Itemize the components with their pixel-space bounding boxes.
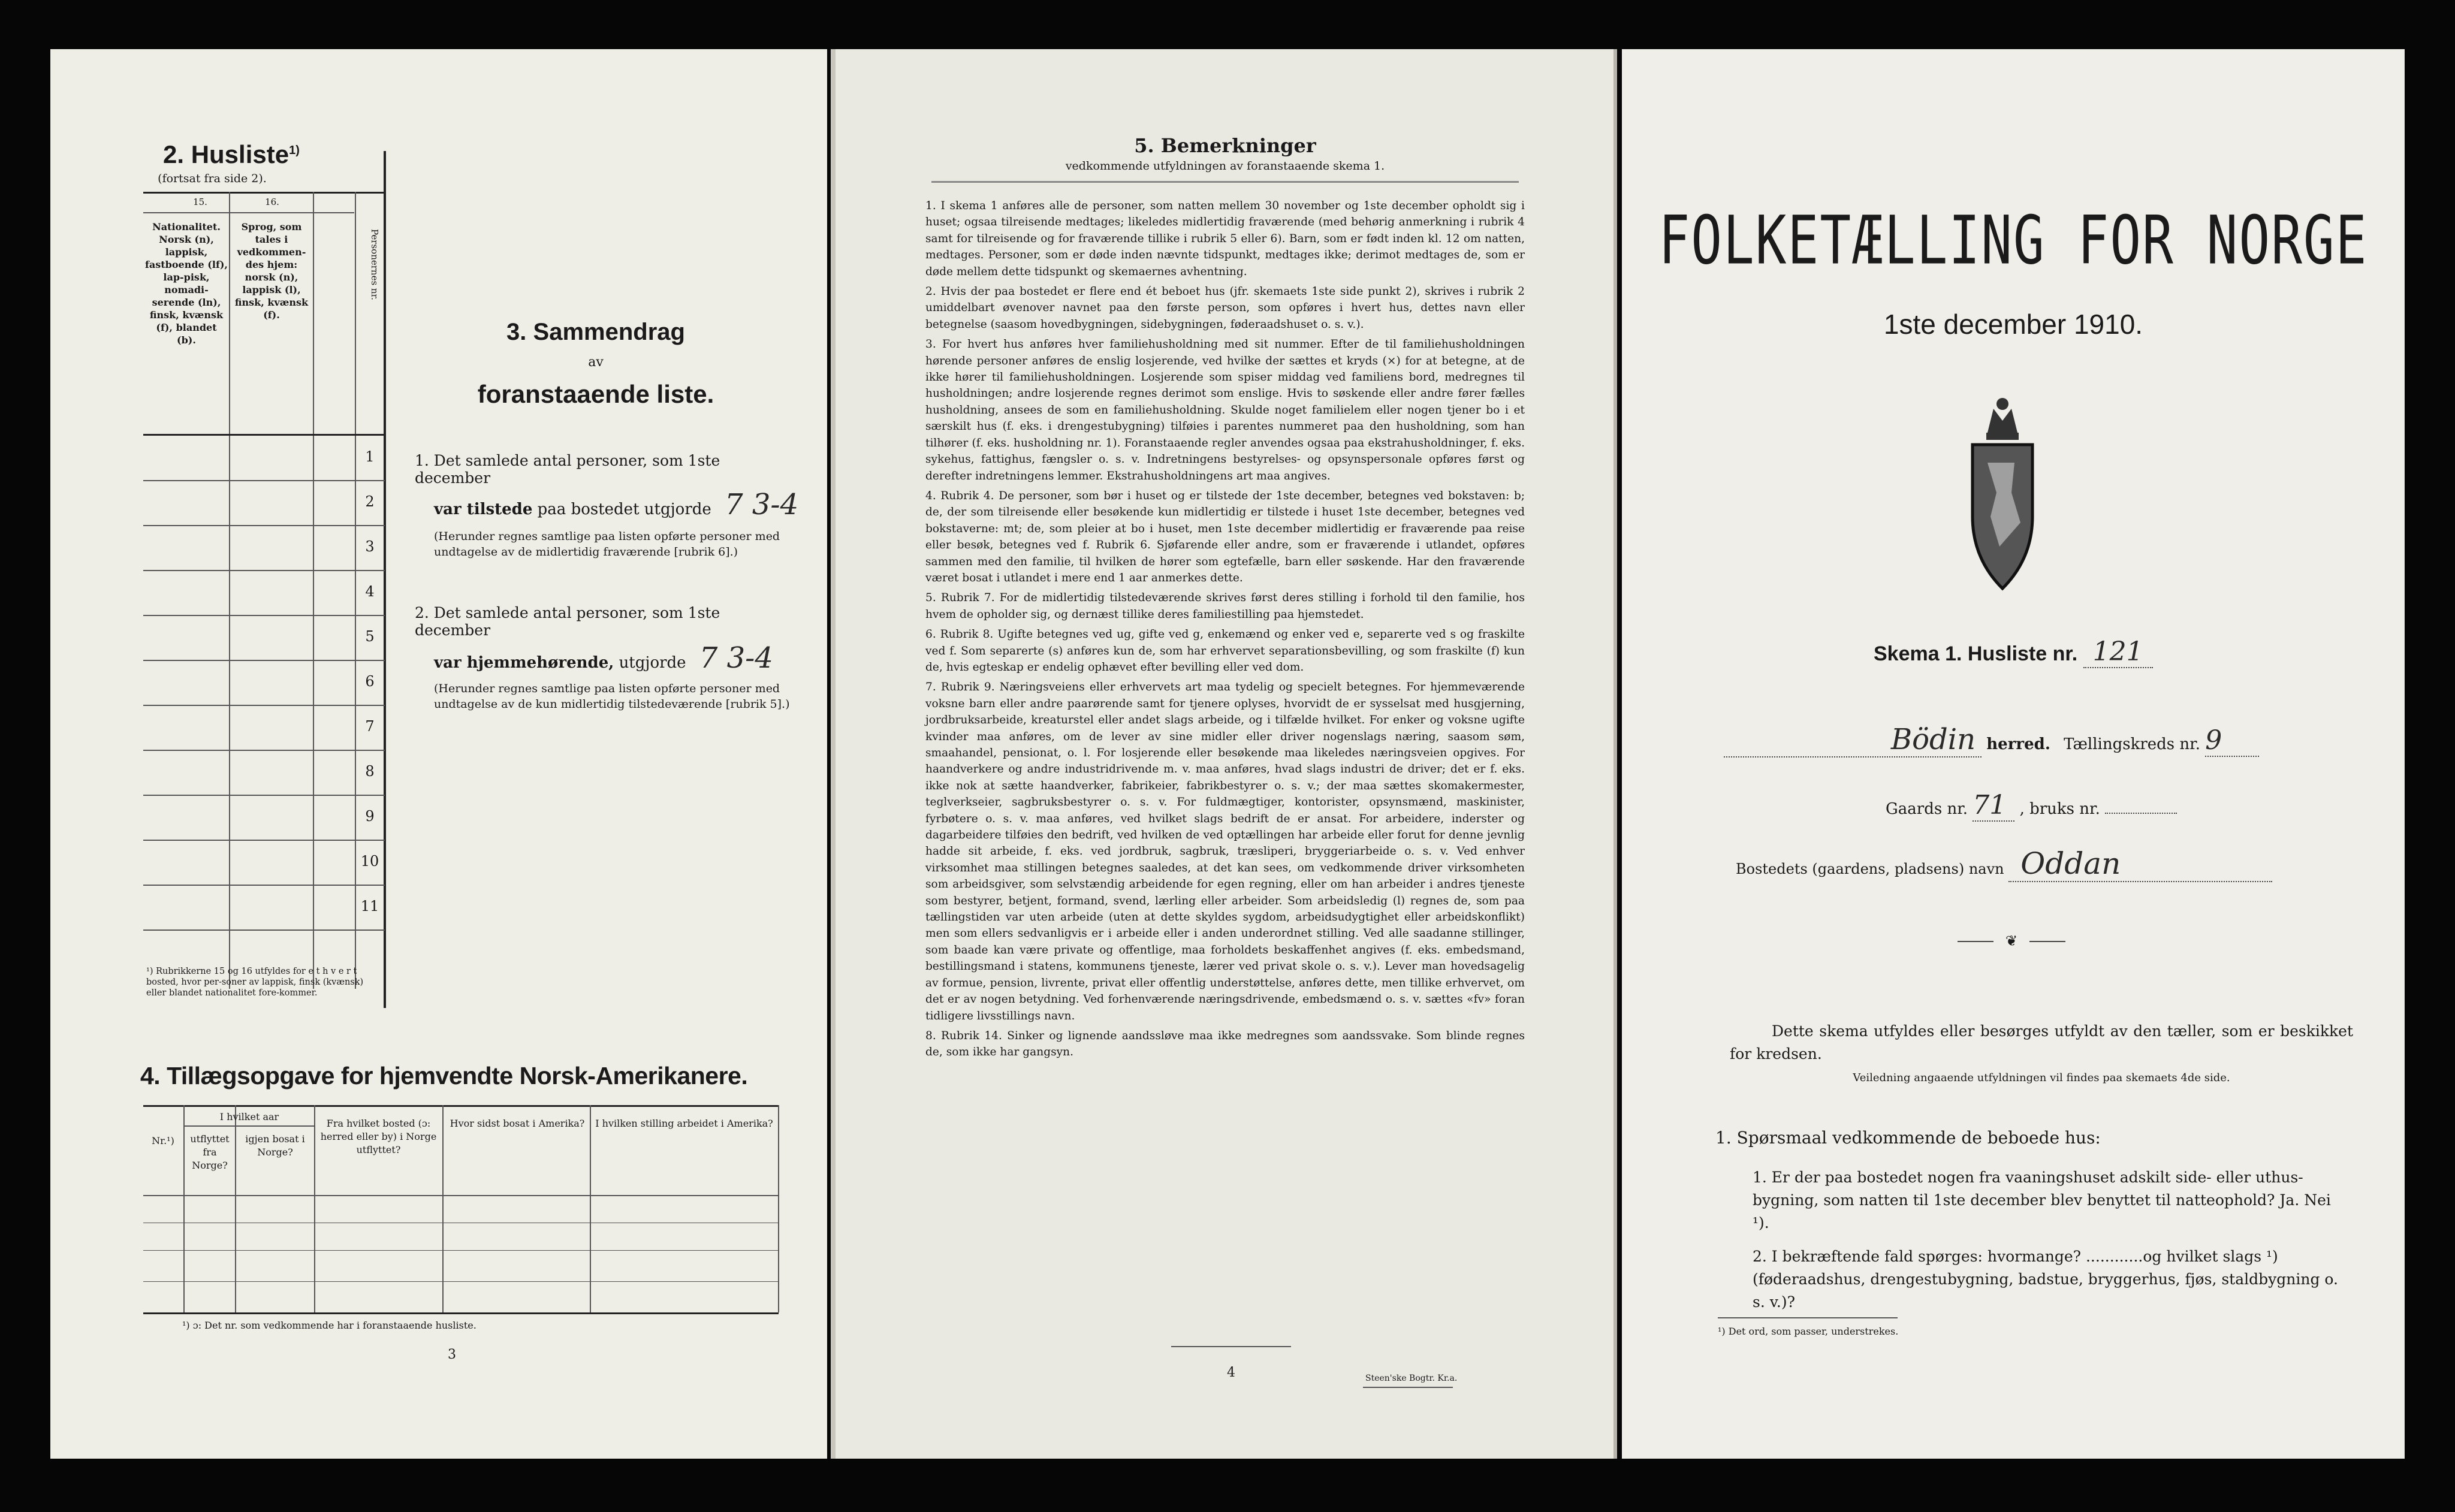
col15-header: Nationalitet. Norsk (n), lappisk, fastboende (lf), lap-pisk, nomadi-serende (ln), finsk, kvænsk (f), blandet (b). xyxy=(145,221,228,346)
col-hvilket-aar: I hvilket aar xyxy=(219,1111,279,1122)
herred-value: Bödin xyxy=(1724,723,1982,757)
row-number: 5 xyxy=(365,628,375,645)
row-number: 6 xyxy=(365,673,375,690)
title-rule xyxy=(931,181,1519,183)
row-rule xyxy=(143,570,385,571)
item2-utgjorde: utgjorde xyxy=(619,654,686,672)
col-fra-bosted: Fra hvilket bosted (ɔ: herred eller by) i Norge utflyttet? xyxy=(320,1118,437,1155)
row-rule xyxy=(143,795,385,796)
kreds-label: Tællingskreds nr. xyxy=(2064,735,2200,753)
col-igjen: igjen bosat i Norge? xyxy=(245,1133,305,1158)
item1-note: (Herunder regnes samtlige paa listen opførte personer med undtagelse av de midlertidig fraværende [rubrik 6].) xyxy=(434,530,780,559)
page-number: 4 xyxy=(1227,1365,1235,1380)
item1-text: 1. Det samlede antal personer, som 1ste december xyxy=(415,452,720,487)
tillaeg-title: 4. Tillægsopgave for hjemvendte Norsk-Amerikanere. xyxy=(140,1062,748,1090)
row-number: 7 xyxy=(365,718,375,735)
gaards-label: Gaards nr. xyxy=(1886,800,1968,818)
page-number: 3 xyxy=(448,1347,456,1362)
remark-item: 6. Rubrik 8. Ugifte betegnes ved ug, gifte ved g, enkemænd og enker ved e, separerte ved s og fraskilte ved f. Som separerte (s) anføres kun de, som har erhvervet separationsbevilling, og som fraskilte (f) kun de, hvis egteskap er endelig ophævet efter bevilling eller ved dom. xyxy=(925,628,1525,674)
sammendrag-title: 3. Sammendrag xyxy=(506,319,685,345)
item1-value: 7 3-4 xyxy=(725,488,799,521)
coat-of-arms-icon xyxy=(1964,385,2041,600)
husliste-subtitle: (fortsat fra side 2). xyxy=(158,172,267,185)
row-rule xyxy=(143,705,385,706)
husliste-nr-value: 121 xyxy=(2083,636,2153,668)
row-number: 1 xyxy=(365,448,375,465)
item2-value: 7 3-4 xyxy=(699,641,773,675)
row-number: 11 xyxy=(360,898,379,915)
item1-utgjorde: paa bostedet utgjorde xyxy=(537,500,711,518)
bosted-label: Bostedets (gaardens, pladsens) navn xyxy=(1736,861,2004,877)
husliste-title: 2. Husliste$^{1)}$ xyxy=(163,140,300,168)
gaards-value: 71 xyxy=(1973,790,2014,822)
left-page xyxy=(50,49,827,1459)
row-number: 10 xyxy=(360,853,379,870)
col-divider xyxy=(313,192,314,989)
bosted-value: Oddan xyxy=(2008,846,2272,882)
row-rule xyxy=(143,525,385,526)
bemerkninger-subtitle: vedkommende utfyldningen av foranstaaende skema 1. xyxy=(1065,159,1385,173)
row-number: 3 xyxy=(365,538,375,555)
remark-item: 3. For hvert hus anføres hver familiehusholdning med sit nummer. Efter de til familiehusholdningen hørende personer anføres de enslig losjerende, ved hvilke der sættes et kryds (×) for at betegne, at de ikke hører til familiehusholdningen. Losjerende som spiser middag ved familiens bord, medregnes til husholdningen; andre losjerende regnes derimot som enslige. Hvis to søskende eller andre fører fælles husholdning, ansees de som en familiehusholdning. Skulde noget familielem eller nogen tjener bo i et særskilt hus (f. eks. i drengestubygning) tilføies i parentes nummeret paa den husholdning, som han tilhører (f. eks. husholdning nr. 1). Foranstaaende regler anvendes ogsaa paa ekstrahusholdninger, f. eks. sykehus, fattighus, fængsler o. s. v. Indretningens bestyrelses- og opsynspersonale opføres først og derefter indretningens lemmer. Ekstrahusholdningens art maa angives. xyxy=(925,338,1525,482)
col16-number: 16. xyxy=(265,197,279,207)
skema-label: Skema 1. Husliste nr. xyxy=(1874,642,2078,665)
row-rule xyxy=(143,929,385,931)
row-number: 2 xyxy=(365,493,375,510)
tillaeg-footnote: ¹) ɔ: Det nr. som vedkommende har i foranstaaende husliste. xyxy=(182,1320,476,1331)
item2-text: 2. Det samlede antal personer, som 1ste december xyxy=(415,604,720,639)
row-rule xyxy=(143,840,385,841)
table-right-rule xyxy=(384,151,386,1008)
col-sidst-bosat: Hvor sidst bosat i Amerika? xyxy=(450,1118,585,1129)
end-rule xyxy=(1171,1346,1291,1347)
row-rule xyxy=(143,660,385,661)
row-number: 8 xyxy=(365,763,375,780)
rule xyxy=(143,212,354,213)
printer-imprint: Steen'ske Bogtr. Kr.a. xyxy=(1365,1374,1458,1383)
remark-item: 2. Hvis der paa bostedet er flere end ét beboet hus (jfr. skemaets 1ste side punkt 2), skrives i rubrik 2 umiddelbart øvenover navnet paa den første person, som opføres i hvert hus, dettes navn eller betegnelse (saasom hovedbygningen, sidebygningen, føderaadshuset o. s. v.). xyxy=(925,285,1525,331)
item2-hjemmehorende: var hjemmehørende, xyxy=(434,654,614,672)
remark-item: 8. Rubrik 14. Sinker og lignende aandssløve maa ikke medregnes som aandssvake. Som blinde regnes de, som ikke har gangsyn. xyxy=(925,1029,1525,1059)
header-rule xyxy=(143,434,385,436)
instruction-text: Dette skema utfyldes eller besørges utfyldt av den tæller, som er beskikket for kredsen. xyxy=(1730,1022,2353,1063)
footnote: ¹) Det ord, som passer, understrekes. xyxy=(1718,1326,1899,1337)
middle-page xyxy=(831,49,1617,1459)
row-rule xyxy=(143,885,385,886)
col-divider xyxy=(355,192,356,989)
sammendrag-subtitle: foranstaaende liste. xyxy=(477,380,714,408)
question-header: 1. Spørsmaal vedkommende de beboede hus: xyxy=(1715,1128,2101,1148)
row-rule xyxy=(143,615,385,616)
right-page xyxy=(1622,49,2405,1459)
instruction-note: Veiledning angaaende utfyldningen vil findes paa skemaets 4de side. xyxy=(1853,1072,2230,1084)
row-rule xyxy=(143,480,385,481)
remark-item: 1. I skema 1 anføres alle de personer, som natten mellem 30 november og 1ste december opholdt sig i huset; ogsaa tilreisende medtages; likeledes midlertidig fraværende (med behørig anmerkning i rubrik 4 samt for tilreisende og for fraværende tillike i rubrik 5 eller 6). Barn, som er født inden kl. 12 om natten, medtages. Personer, som er døde inden nævnte tidspunkt, medtages ikke; derimot medtages de, som er døde mellem dette tidspunkt og skemaernes avhentning. xyxy=(925,200,1525,278)
bemerkninger-list xyxy=(925,198,1525,1064)
question-1: 1. Er der paa bostedet nogen fra vaaningshuset adskilt side- eller uthus-bygning, som natten til 1ste december blev benyttet til natteophold? Ja. Nei ¹). xyxy=(1753,1169,2331,1232)
sammendrag-av: av xyxy=(588,355,604,370)
row-number: 9 xyxy=(365,808,375,825)
col15-number: 15. xyxy=(193,197,207,207)
table-top-rule xyxy=(143,192,386,194)
tillaeg-bottom-rule xyxy=(143,1312,779,1314)
col16-header: Sprog, som tales i vedkommen-des hjem: norsk (n), lappisk (l), finsk, kvænsk (f). xyxy=(234,221,309,321)
col-stilling: I hvilken stilling arbeidet i Amerika? xyxy=(595,1118,773,1129)
remark-item: 4. Rubrik 4. De personer, som bør i huset og er tilstede der 1ste december, betegnes ved bokstaven: b; de, der som tilreisende eller besøkende kun midlertidig er tilstede i huset 1ste december, betegnes ved bokstaverne: mt; de, som pleier at bo i huset, men 1ste december midlertidig er fraværende paa reise eller besøk, betegnes ved f. Rubrik 6. Sjøfarende eller andre, som er fraværende i utlandet, opføres sammen med den familie, til hvilken de hører som egtefælle, barn eller søskende. Har den fraværende været bosat i utlandet i mere end 1 aar anmerkes dette. xyxy=(925,489,1525,584)
herred-label: herred. xyxy=(1986,735,2050,753)
tillaeg-top-rule xyxy=(143,1105,779,1107)
item2-note: (Herunder regnes samtlige paa listen opførte personer med undtagelse av de kun midlertidig tilstedeværende [rubrik 5].) xyxy=(434,682,790,711)
remark-item: 5. Rubrik 7. For de midlertidig tilstedeværende skrives først deres stilling i forhold til den familie, hos hvem de opholder sig, og dernæst tillike deres familiestilling paa hjemstedet. xyxy=(925,591,1525,621)
row-number: 4 xyxy=(365,583,375,600)
census-date: 1ste december 1910. xyxy=(1883,309,2143,340)
bruks-label: , bruks nr. xyxy=(2019,800,2100,818)
row-rule xyxy=(143,750,385,751)
remark-item: 7. Rubrik 9. Næringsveiens eller erhvervets art maa tydelig og specielt betegnes. For hjemmeværende voksne barn eller andre paarørende samt for tjenere oplyses, hvorvidt de er sysselsat med husgjerning, jordbruksarbeide, kreaturstel eller andet slags arbeide, og i tilfælde hvilket. For enker og voksne ugifte kvinder maa anføres, om de lever av sine midler eller driver nogenslags næring, saasom søm, smaahandel, pensionat, o. l. For losjerende eller besøkende maa likeledes næringsveien opgives. For haandverkere og andre industridrivende m. v. maa anføres, hvad slags industri de driver; det er f. eks. ikke nok at sætte haandverker, fabrikeier, fabrikbestyrer o. s. v.; der maa sættes skomakermester, teglverkseier, sagbruksbestyrer o. s. v. For fuldmægtiger, kontorister, opsynsmænd, maskinister, fyrbøtere o. s. v. maa anføres, ved hvilket slags bedrift de er ansat. For arbeidere, inderster og dagarbeidere tilføies den bedrift, ved hvilken de ved optællingen har arbeide eller forut for denne jevnlig hadde sit arbeide, f. eks. ved jordbruk, sagbruk, træsliperi, bryggeriarbeide o. s. v. Ved enhver virksomhet maa stillingen betegnes saaledes, at det kan sees, om vedkommende driver virksomheten som arbeidsgiver, som selvstændig arbeidende for egen regning, eller om han arbeider i andres tjeneste som bestyrer, betjent, formand, svend, lærling eller arbeider. Som arbeidsledig (l) regnes de, som paa tællingstiden var uten arbeide (uten at dette skyldes sygdom, arbeidsudygtighet eller arbeidskonflikt) men som ellers sedvanligvis er i arbeide eller i anden underordnet stilling. Ved alle saadanne stillinger, som baade kan være private og offentlige, maa forholdets beskaffenhet angives (f. eks. embedsmand, bestillingsmand i statens, kommunens tjeneste, lærer ved privat skole o. s. v.). Lever man hovedsagelig av formue, pension, livrente, privat eller offentlig understøttelse, anføres dette, men tillike erhvervet, om det er av nogen betydning. Ved forhenværende næringsdrivende, embedsmænd o. s. v. sættes «fv» foran tidligere livsstillings navn. xyxy=(925,681,1525,1022)
question-2: 2. I bekræftende fald spørges: hvormange? ............og hvilket slags ¹) (føderaadshus, drengestubygning, badstue, bryggerhus, fjøs, staldbygning o. s. v.)? xyxy=(1753,1248,2338,1311)
bemerkninger-title: 5. Bemerkninger xyxy=(1134,134,1316,157)
col-utflyttet: utflyttet fra Norge? xyxy=(190,1133,230,1171)
ornament-icon: ❦ xyxy=(1993,932,2029,949)
document-title: FOLKETÆLLING FOR NORGE xyxy=(1658,202,2368,280)
col-nr: Nr.¹) xyxy=(152,1135,174,1146)
col17-header: Personernes nr. xyxy=(369,229,380,300)
kreds-value: 9 xyxy=(2205,725,2259,757)
footnote-15-16: ¹) Rubrikkerne 15 og 16 utfyldes for e t h v e r t bosted, hvor per-soner av lappisk, finsk (kvænsk) eller blandet nationalitet fore-kommer. xyxy=(146,967,364,998)
item1-tilstede: var tilstede xyxy=(434,500,533,518)
